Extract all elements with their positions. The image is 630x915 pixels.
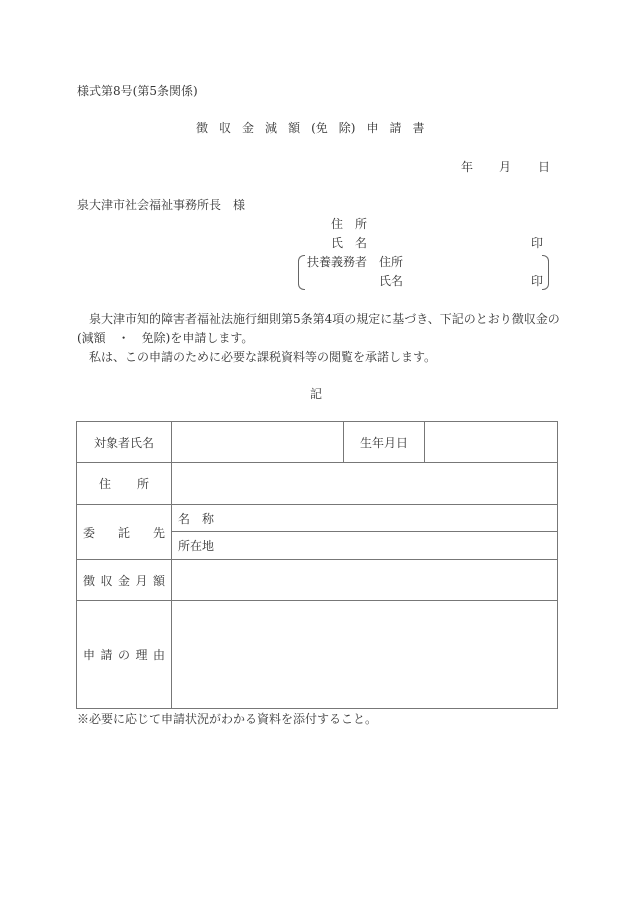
subject-name-field[interactable]: [172, 422, 344, 463]
date-month: 月: [499, 160, 512, 174]
label-char: 収: [100, 573, 113, 588]
title-char: 金: [242, 121, 255, 135]
title-char: 減: [265, 121, 278, 135]
left-bracket: [298, 255, 305, 290]
title-char: 除): [338, 121, 356, 135]
label-char: 申: [83, 648, 96, 662]
title-char: 額: [288, 121, 301, 135]
title-char: 収: [219, 121, 232, 135]
label-char: 所: [136, 477, 149, 491]
label-char: 理: [135, 648, 148, 662]
title-char: 申: [366, 121, 379, 135]
address-field[interactable]: [172, 463, 558, 505]
applicant-seal: 印: [531, 236, 544, 250]
date-line: [461, 161, 550, 173]
table-row: [77, 560, 558, 601]
label-char: 託: [117, 525, 130, 540]
guardian-label: 扶養義務者: [307, 255, 368, 269]
label-char: 由: [152, 648, 165, 662]
guardian-address-label: 住所: [379, 255, 404, 269]
consignee-location-field[interactable]: [172, 532, 558, 560]
applicant-name-label: 氏 名: [331, 236, 368, 250]
title-char: 書: [412, 121, 425, 135]
guardian-seal: 印: [531, 274, 544, 288]
document-title: [196, 122, 436, 134]
table-row: [77, 422, 558, 463]
label-char: 請: [100, 648, 113, 662]
address-label: [77, 463, 172, 505]
table-row: [77, 463, 558, 505]
ki-heading: 記: [310, 387, 323, 401]
birthdate-label: 生年月日: [344, 422, 425, 463]
body-line-3: 私は、この申請のために必要な課税資料等の閲覧を承諾します。: [89, 350, 437, 364]
consignee-location-label: 所在地: [178, 539, 215, 553]
reason-field[interactable]: [172, 601, 558, 709]
consignee-name-field[interactable]: [172, 505, 558, 532]
label-char: の: [117, 648, 130, 662]
label-char: 住: [99, 477, 112, 491]
date-year: 年: [461, 160, 474, 174]
label-char: 金: [117, 573, 130, 588]
title-char: 徴: [196, 121, 209, 135]
body-line-1: 泉大津市知的障害者福祉法施行細則第5条第4項の規定に基づき、下記のとおり徴収金の: [89, 312, 560, 326]
subject-name-label: 対象者氏名: [77, 422, 172, 463]
applicant-address-label: 住 所: [331, 217, 368, 231]
date-day: 日: [538, 160, 551, 174]
label-char: 先: [152, 525, 165, 540]
monthly-amount-label: [77, 560, 172, 601]
consignee-name-label: 名 称: [178, 511, 215, 526]
title-char: (免: [311, 121, 328, 135]
monthly-amount-field[interactable]: [172, 560, 558, 601]
body-line-2: (減額 ・ 免除)を申請します。: [77, 331, 254, 345]
form-number: 様式第8号(第5条関係): [77, 84, 198, 98]
addressee: 泉大津市社会福祉事務所長 様: [77, 198, 246, 212]
consignee-label: [77, 505, 172, 560]
label-char: 額: [152, 573, 165, 588]
label-char: 月: [135, 573, 148, 588]
guardian-name-label: 氏名: [379, 274, 404, 288]
table-row: [77, 505, 558, 532]
table-row: [77, 601, 558, 709]
application-table: [76, 421, 558, 709]
right-bracket: [542, 255, 549, 290]
reason-label: [77, 601, 172, 709]
attachment-note: ※必要に応じて申請状況がわかる資料を添付すること。: [77, 712, 378, 726]
label-char: 徴: [83, 573, 96, 588]
label-char: 委: [83, 525, 96, 540]
title-char: 請: [389, 121, 402, 135]
birthdate-field[interactable]: [425, 422, 558, 463]
